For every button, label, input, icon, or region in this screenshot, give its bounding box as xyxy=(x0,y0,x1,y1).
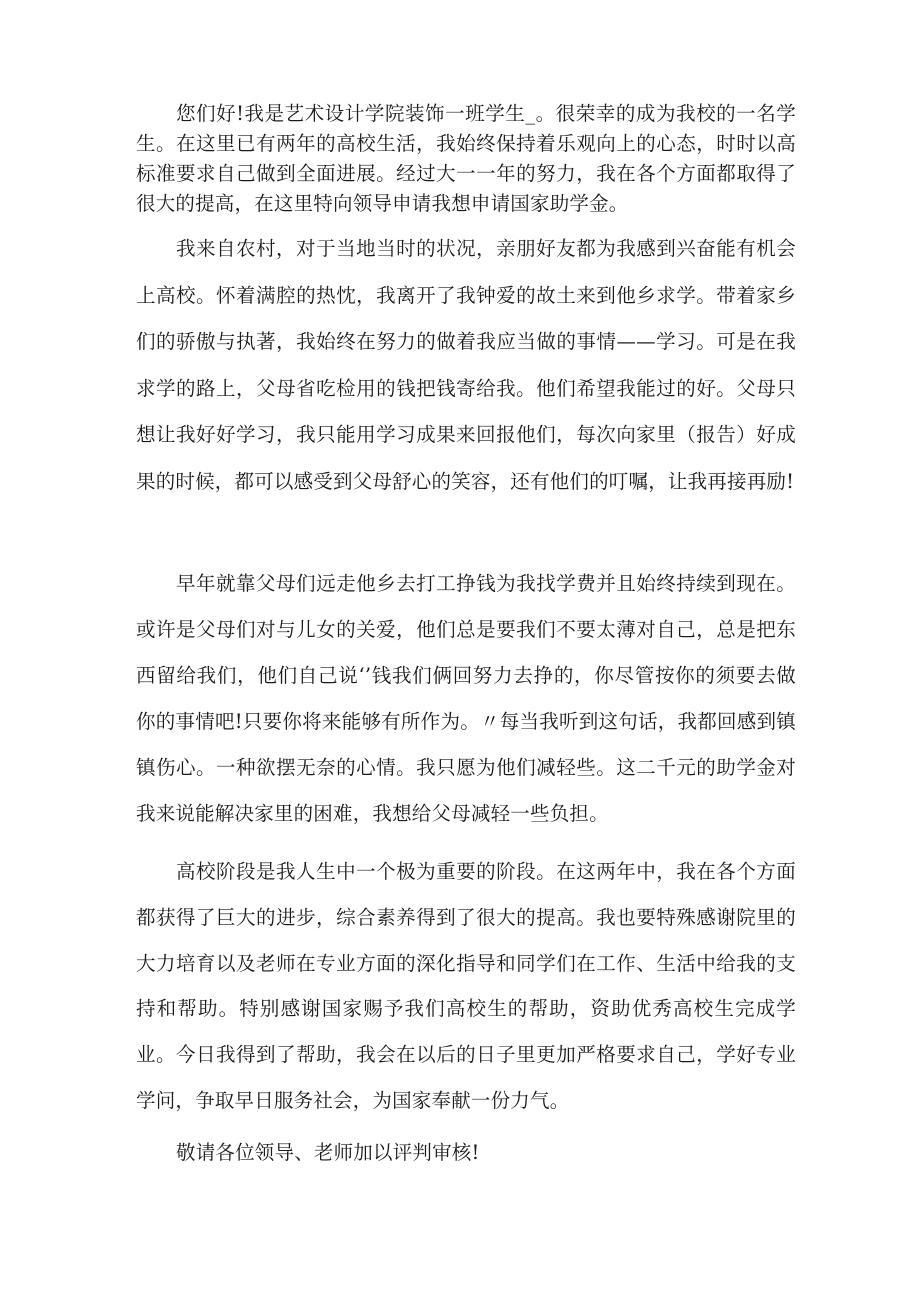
paragraph-closing: 敬请各位领导、老师加以评判审核! xyxy=(176,1141,480,1164)
paragraph-college-stage: 高校阶段是我人生中一个极为重要的阶段。在这两年中，我在各个方面都获得了巨大的进步，综合素养得到了很大的提高。我也要特殊感谢院里的大力培育以及老师在专业方面的深化指导和同学们在工作、生活中给我的支持和帮助。特别感谢国家赐予我们高校生的帮助，资助优秀高校生完成学业。今日我得到了帮助，我会在以后的日子里更加严格要求自己，学好专业学问，争取早日服务社会，为国家奉献一份力气。 xyxy=(136,860,796,1112)
paragraph-parents: 早年就靠父母们远走他乡去打工挣钱为我找学费并且始终持续到现在。或许是父母们对与儿女的关爱，他们总是要我们不要太薄对自己，总是把东西留给我们，他们自己说‘’钱我们俩回努力去挣的，你尽管按你的须要去做你的事情吧!只要你将来能够有所作为。〃每当我听到这句话，我都回感到镇镇伤心。一种欲摆无奈的心情。我只愿为他们减轻些。这二千元的助学金对我来说能解决家里的困难，我想给父母减轻一些负担。 xyxy=(136,572,796,825)
paragraph-background: 我来自农村，对于当地当时的状况，亲朋好友都为我感到兴奋能有机会上高校。怀着满腔的热忱，我离开了我钟爱的故土来到他乡求学。带着家乡们的骄傲与执著，我始终在努力的做着我应当做的事情——学习。可是在我求学的路上，父母省吃检用的钱把钱寄给我。他们希望我能过的好。父母只想让我好好学习，我只能用学习成果来回报他们，每次向家里（报告）好成果的时候，都可以感受到父母舒心的笑容，还有他们的叮嘱，让我再接再励! xyxy=(136,237,796,493)
paragraph-greeting: 您们好!我是艺术设计学院装饰一班学生_。很荣幸的成为我校的一名学生。在这里已有两年的高校生活，我始终保持着乐观向上的心态，时时以高标准要求自己做到全面进展。经过大一一年的努力，我在各个方面都取得了很大的提高，在这里特向领导申请我想申请国家助学金。 xyxy=(136,102,796,215)
